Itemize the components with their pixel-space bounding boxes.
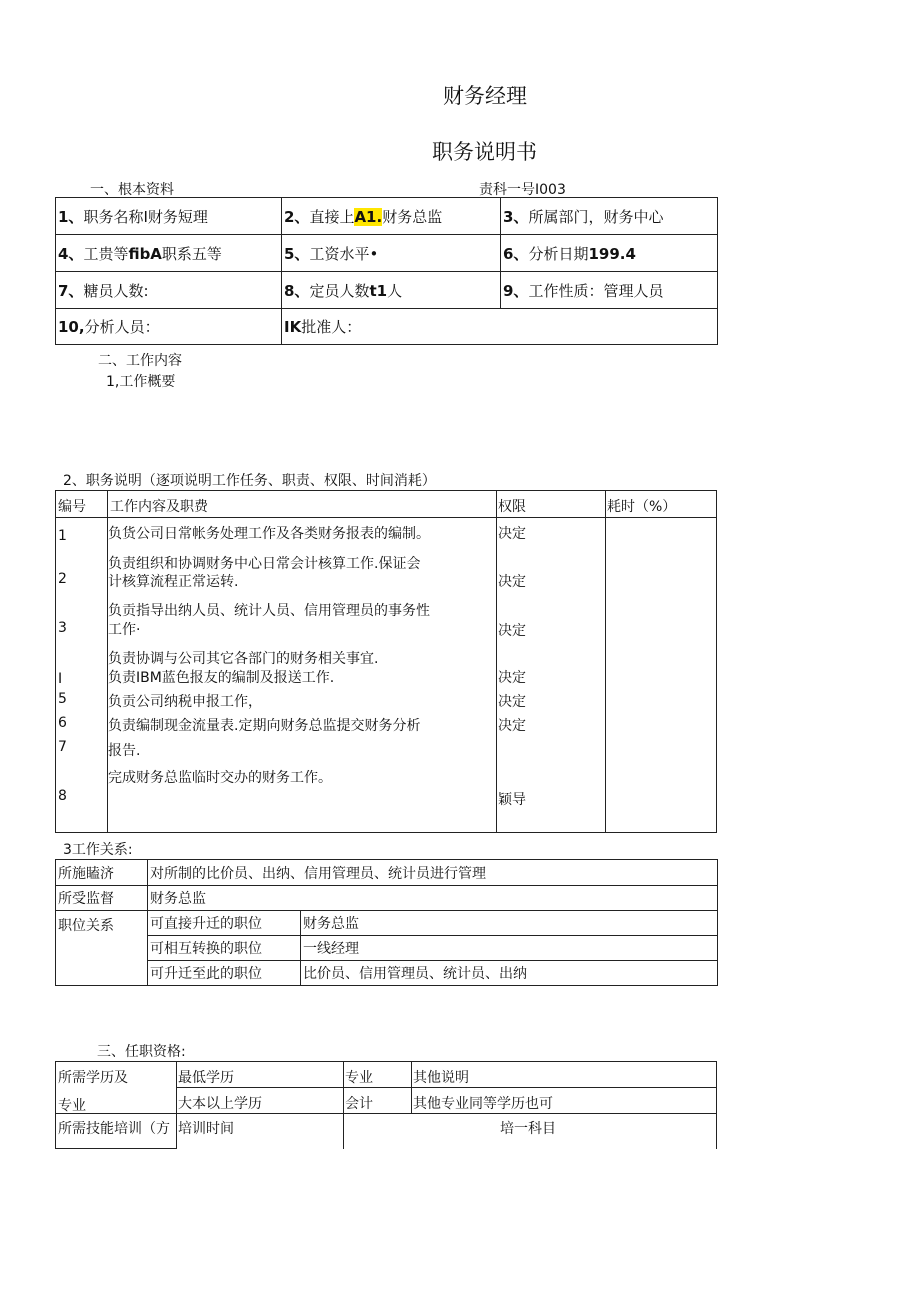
field-staff-count: 7、糖员人数: <box>56 272 282 309</box>
position-promote-label: 可直接升迁的职位 <box>148 911 301 936</box>
field-position-name: 1、职务名称I财务短理 <box>56 198 282 235</box>
duties-heading: 2、职务说明（逐项说明工作任务、职责、权限、时间消耗） <box>63 473 436 489</box>
position-transfer-value: 一线经理 <box>301 936 718 961</box>
document-title: 财务经理 <box>443 84 527 108</box>
row-8-authority: 颖导 <box>498 792 526 808</box>
field-quota: 8、定员人数t1人 <box>282 272 501 309</box>
work-summary-heading: 1,工作概要 <box>106 374 176 390</box>
field-work-nature: 9、工作性质：管理人员 <box>501 272 718 309</box>
row-4-content-a: 负责协调与公司其它各部门的财务相关事宜. <box>108 651 379 667</box>
min-education-header: 最低学历 <box>178 1070 234 1086</box>
row-6-authority: 决定 <box>498 718 526 734</box>
row-1-num: 1 <box>58 528 67 544</box>
row-4-content-b: 负责IBM蓝色报友的编制及报送工作. <box>108 670 335 686</box>
header-time: 耗时（%） <box>607 499 677 515</box>
header-content: 工作内容及职费 <box>110 499 208 515</box>
position-source-label: 可升迁至此的职位 <box>148 961 301 986</box>
row-5-num: 5 <box>58 691 67 707</box>
relation-label-supervised: 所受监督 <box>56 886 148 911</box>
row-1-content: 负货公司日常帐务处理工作及各类财务报表的编制。 <box>108 526 430 542</box>
document-subtitle: 职务说明书 <box>432 140 537 164</box>
major-value: 会计 <box>345 1096 373 1112</box>
row-5-authority: 决定 <box>498 694 526 710</box>
row-7-num: 7 <box>58 739 67 755</box>
position-code: 责科一号I003 <box>479 182 566 198</box>
education-label-a: 所需学历及 <box>58 1070 128 1086</box>
position-source-value: 比价员、信用管理员、统计员、出纳 <box>301 961 718 986</box>
other-notes-value: 其他专业同等学历也可 <box>413 1096 553 1112</box>
section1-heading: 一、根本资料 <box>90 182 174 198</box>
relation-label-manages: 所施瞌济 <box>56 860 148 886</box>
qualifications-table <box>55 1061 717 1149</box>
relation-label-position: 职位关系 <box>56 911 148 986</box>
field-salary: 5、工资水平• <box>282 235 501 272</box>
row-2-authority: 决定 <box>498 574 526 590</box>
row-8-content: 完成财务总监临时交办的财务工作。 <box>108 770 332 786</box>
row-7-content: 报告. <box>108 743 141 759</box>
row-2-content-a: 负责组织和协调财务中心日常会计核算工作.保证会 <box>108 556 421 572</box>
field-analysis-date: 6、分析日期199.4 <box>501 235 718 272</box>
training-time-header: 培训时间 <box>178 1121 234 1137</box>
training-subject-header: 培一科目 <box>500 1121 556 1137</box>
field-analyst: 10,分析人员： <box>56 309 282 345</box>
skills-training-label: 所需技能培训（方 <box>58 1121 170 1137</box>
basic-info-table <box>55 197 718 345</box>
row-2-content-b: 计核算流程正常运转. <box>108 574 239 590</box>
row-4-authority: 决定 <box>498 670 526 686</box>
relation-value-manages: 对所制的比价员、出纳、信用管理员、统计员进行管理 <box>148 860 718 886</box>
row-5-content: 负贡公司纳税申报工作， <box>108 694 262 710</box>
duties-table <box>55 490 717 833</box>
min-education-value: 大本以上学历 <box>178 1096 262 1112</box>
other-notes-header: 其他说明 <box>413 1070 469 1086</box>
education-label-b: 专业 <box>58 1098 86 1114</box>
header-authority: 权限 <box>498 499 526 515</box>
row-3-content-a: 负贡指导出纳人员、统计人员、信用管理员的事务性 <box>108 603 430 619</box>
row-6-content: 负责编制现金流量表.定期向财务总监提交财务分析 <box>108 718 421 734</box>
field-grade: 4、工贵等fibA职系五等 <box>56 235 282 272</box>
row-1-authority: 决定 <box>498 526 526 542</box>
row-6-num: 6 <box>58 715 67 731</box>
highlight-mark: A1. <box>354 207 383 226</box>
field-approver: IK批准人： <box>282 309 718 345</box>
header-num: 编号 <box>58 499 86 515</box>
work-relations-heading: 3工作关系: <box>63 842 133 858</box>
row-3-authority: 决定 <box>498 623 526 639</box>
field-department: 3、所属部门，财务中心 <box>501 198 718 235</box>
position-transfer-label: 可相互转换的职位 <box>148 936 301 961</box>
row-3-num: 3 <box>58 620 67 636</box>
position-promote-value: 财务总监 <box>301 911 718 936</box>
row-2-num: 2 <box>58 571 67 587</box>
relation-value-supervised: 财务总监 <box>148 886 718 911</box>
major-header: 专业 <box>345 1070 373 1086</box>
work-relations-table <box>55 859 718 986</box>
row-3-content-b: 工作· <box>108 622 141 638</box>
field-supervisor: 2、直接上A1.财务总监 <box>282 198 501 235</box>
section2-heading: 二、工作内容 <box>98 353 182 369</box>
row-8-num: 8 <box>58 788 67 804</box>
row-4-num: I <box>58 671 63 687</box>
section3-heading: 三、任职资格: <box>97 1044 186 1060</box>
